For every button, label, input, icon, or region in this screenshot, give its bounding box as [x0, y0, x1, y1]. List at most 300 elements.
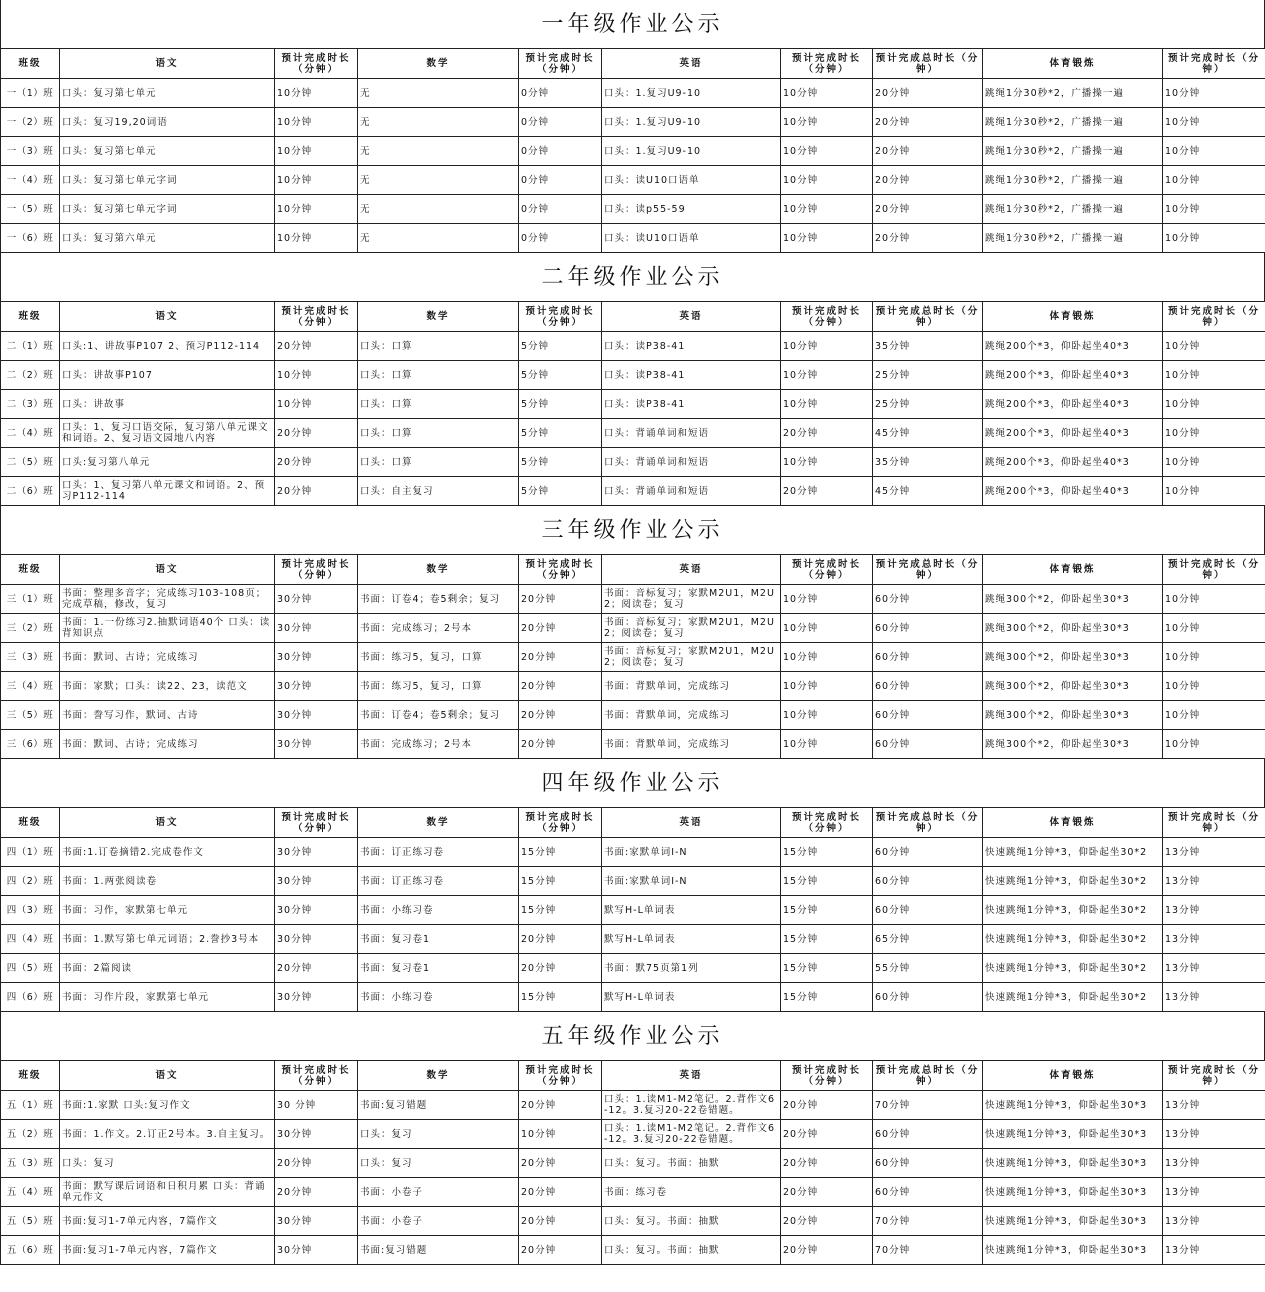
cell-class: 一（2）班	[1, 108, 60, 137]
cell-class: 四（3）班	[1, 896, 60, 925]
cell-math: 书面：订卷4；卷5剩余；复习	[358, 585, 519, 614]
cell-chinese: 口头：复习	[60, 1149, 275, 1178]
cell-english-time: 20分钟	[781, 1091, 873, 1120]
cell-math-time: 10分钟	[519, 1120, 602, 1149]
header-math-time: 预计完成时长（分钟）	[519, 49, 602, 79]
cell-class: 三（1）班	[1, 585, 60, 614]
cell-math: 口头：口算	[358, 448, 519, 477]
header-math-time: 预计完成时长（分钟）	[519, 555, 602, 585]
cell-math-time: 20分钟	[519, 614, 602, 643]
cell-math-time: 5分钟	[519, 419, 602, 448]
cell-pe: 快速跳绳1分钟*3，仰卧起坐30*3	[983, 1236, 1163, 1265]
header-chinese-time: 预计完成时长（分钟）	[275, 555, 358, 585]
cell-english-time: 10分钟	[781, 672, 873, 701]
cell-total-time: 35分钟	[873, 448, 983, 477]
cell-math: 书面：完成练习；2号本	[358, 730, 519, 759]
cell-chinese-time: 10分钟	[275, 195, 358, 224]
cell-chinese-time: 10分钟	[275, 79, 358, 108]
cell-math: 无	[358, 79, 519, 108]
cell-total-time: 70分钟	[873, 1236, 983, 1265]
cell-english-time: 10分钟	[781, 224, 873, 253]
cell-english: 口头：读P38-41	[602, 390, 781, 419]
table-row	[1, 195, 1265, 224]
cell-pe-time: 10分钟	[1163, 585, 1265, 614]
cell-pe: 快速跳绳1分钟*3，仰卧起坐30*3	[983, 1149, 1163, 1178]
cell-pe: 跳绳300个*2，仰卧起坐30*3	[983, 730, 1163, 759]
header-chinese-time: 预计完成时长（分钟）	[275, 302, 358, 332]
header-math: 数学	[358, 49, 519, 79]
cell-pe: 跳绳200个*3，仰卧起坐40*3	[983, 448, 1163, 477]
header-english-time: 预计完成时长（分钟）	[781, 1061, 873, 1091]
cell-english: 口头：1.复习U9-10	[602, 137, 781, 166]
cell-chinese-time: 20分钟	[275, 1149, 358, 1178]
cell-class: 三（3）班	[1, 643, 60, 672]
header-total-time: 预计完成总时长（分钟）	[873, 302, 983, 332]
cell-class: 五（3）班	[1, 1149, 60, 1178]
cell-total-time: 65分钟	[873, 925, 983, 954]
cell-total-time: 60分钟	[873, 701, 983, 730]
homework-table	[0, 807, 1265, 1012]
cell-english: 口头：读P38-41	[602, 332, 781, 361]
cell-chinese-time: 30分钟	[275, 925, 358, 954]
cell-chinese-time: 10分钟	[275, 137, 358, 166]
cell-math-time: 5分钟	[519, 477, 602, 506]
table-row	[1, 361, 1265, 390]
cell-chinese-time: 30分钟	[275, 896, 358, 925]
cell-english: 口头：读P38-41	[602, 361, 781, 390]
cell-english: 书面：音标复习；家默M2U1，M2U2；阅读卷；复习	[602, 643, 781, 672]
header-english-time: 预计完成时长（分钟）	[781, 808, 873, 838]
grade-title: 三年级作业公示	[0, 506, 1265, 554]
cell-total-time: 70分钟	[873, 1207, 983, 1236]
header-pe: 体育锻炼	[983, 49, 1163, 79]
cell-total-time: 45分钟	[873, 419, 983, 448]
cell-english-time: 10分钟	[781, 585, 873, 614]
cell-pe: 跳绳1分30秒*2，广播操一遍	[983, 137, 1163, 166]
cell-class: 四（5）班	[1, 954, 60, 983]
header-english-time: 预计完成时长（分钟）	[781, 555, 873, 585]
cell-english: 口头：复习。书面：抽默	[602, 1149, 781, 1178]
cell-chinese-time: 30分钟	[275, 672, 358, 701]
header-english: 英语	[602, 808, 781, 838]
cell-math: 书面:复习错题	[358, 1236, 519, 1265]
cell-math-time: 20分钟	[519, 1236, 602, 1265]
cell-chinese-time: 30分钟	[275, 643, 358, 672]
table-header-row	[1, 808, 1265, 838]
cell-pe-time: 13分钟	[1163, 983, 1265, 1012]
cell-chinese-time: 30分钟	[275, 1236, 358, 1265]
cell-chinese-time: 30分钟	[275, 585, 358, 614]
cell-chinese: 书面：默词、古诗；完成练习	[60, 730, 275, 759]
cell-chinese: 书面：习作片段，家默第七单元	[60, 983, 275, 1012]
cell-pe-time: 13分钟	[1163, 1149, 1265, 1178]
cell-math: 书面：小练习卷	[358, 983, 519, 1012]
cell-total-time: 20分钟	[873, 108, 983, 137]
table-row	[1, 419, 1265, 448]
cell-pe: 跳绳200个*3，仰卧起坐40*3	[983, 361, 1163, 390]
cell-math: 口头：口算	[358, 332, 519, 361]
cell-chinese: 口头：复习第六单元	[60, 224, 275, 253]
cell-class: 四（6）班	[1, 983, 60, 1012]
cell-math: 无	[358, 224, 519, 253]
table-row	[1, 108, 1265, 137]
table-row	[1, 896, 1265, 925]
cell-math-time: 0分钟	[519, 137, 602, 166]
table-header-row	[1, 1061, 1265, 1091]
cell-pe: 跳绳200个*3，仰卧起坐40*3	[983, 419, 1163, 448]
homework-table	[0, 301, 1265, 506]
header-english: 英语	[602, 49, 781, 79]
cell-pe-time: 10分钟	[1163, 137, 1265, 166]
header-pe: 体育锻炼	[983, 808, 1163, 838]
cell-pe-time: 13分钟	[1163, 1120, 1265, 1149]
cell-class: 四（2）班	[1, 867, 60, 896]
header-class: 班级	[1, 302, 60, 332]
cell-chinese: 书面:复习1-7单元内容，7篇作文	[60, 1236, 275, 1265]
cell-math-time: 0分钟	[519, 108, 602, 137]
cell-english-time: 10分钟	[781, 361, 873, 390]
header-chinese-time: 预计完成时长（分钟）	[275, 1061, 358, 1091]
cell-pe: 跳绳300个*2，仰卧起坐30*3	[983, 585, 1163, 614]
cell-total-time: 60分钟	[873, 1149, 983, 1178]
table-row	[1, 1178, 1265, 1207]
table-row	[1, 1120, 1265, 1149]
table-row	[1, 1091, 1265, 1120]
header-english-time: 预计完成时长（分钟）	[781, 49, 873, 79]
cell-english-time: 10分钟	[781, 332, 873, 361]
cell-english-time: 15分钟	[781, 838, 873, 867]
cell-pe-time: 10分钟	[1163, 195, 1265, 224]
cell-chinese-time: 10分钟	[275, 361, 358, 390]
header-pe-time: 预计完成时长（分钟）	[1163, 49, 1265, 79]
cell-english: 书面：音标复习；家默M2U1，M2U2；阅读卷；复习	[602, 614, 781, 643]
table-row	[1, 730, 1265, 759]
cell-english: 口头：1.读M1-M2笔记。2.背作文6-12。3.复习20-22卷错题。	[602, 1091, 781, 1120]
cell-english-time: 10分钟	[781, 166, 873, 195]
cell-math: 书面：订正练习卷	[358, 838, 519, 867]
cell-english: 默写H-L单词表	[602, 983, 781, 1012]
cell-english: 口头：读U10口语单	[602, 166, 781, 195]
cell-math-time: 20分钟	[519, 701, 602, 730]
cell-english-time: 10分钟	[781, 137, 873, 166]
cell-chinese-time: 30分钟	[275, 614, 358, 643]
cell-math: 无	[358, 137, 519, 166]
cell-math-time: 0分钟	[519, 166, 602, 195]
cell-pe: 快速跳绳1分钟*3，仰卧起坐30*2	[983, 838, 1163, 867]
cell-math-time: 20分钟	[519, 1207, 602, 1236]
cell-english-time: 15分钟	[781, 954, 873, 983]
cell-chinese: 口头：讲故事P107	[60, 361, 275, 390]
table-row	[1, 614, 1265, 643]
cell-total-time: 20分钟	[873, 195, 983, 224]
cell-chinese: 口头：讲故事	[60, 390, 275, 419]
cell-total-time: 55分钟	[873, 954, 983, 983]
cell-english: 书面：背默单词，完成练习	[602, 701, 781, 730]
cell-total-time: 60分钟	[873, 730, 983, 759]
cell-math: 书面：复习卷1	[358, 954, 519, 983]
cell-math-time: 0分钟	[519, 79, 602, 108]
cell-class: 二（4）班	[1, 419, 60, 448]
cell-class: 五（1）班	[1, 1091, 60, 1120]
header-total-time: 预计完成总时长（分钟）	[873, 808, 983, 838]
cell-math: 书面:复习错题	[358, 1091, 519, 1120]
cell-total-time: 60分钟	[873, 643, 983, 672]
cell-chinese: 口头：复习第七单元	[60, 79, 275, 108]
cell-pe-time: 10分钟	[1163, 108, 1265, 137]
table-row	[1, 1236, 1265, 1265]
cell-class: 五（6）班	[1, 1236, 60, 1265]
cell-class: 五（2）班	[1, 1120, 60, 1149]
cell-chinese: 口头：1、复习第八单元课文和词语。2、预习P112-114	[60, 477, 275, 506]
grade-title: 四年级作业公示	[0, 759, 1265, 807]
cell-pe: 快速跳绳1分钟*3，仰卧起坐30*2	[983, 867, 1163, 896]
table-row	[1, 224, 1265, 253]
cell-english: 口头：背诵单词和短语	[602, 419, 781, 448]
cell-chinese: 口头：复习19,20词语	[60, 108, 275, 137]
header-class: 班级	[1, 1061, 60, 1091]
header-english-time: 预计完成时长（分钟）	[781, 302, 873, 332]
cell-pe-time: 13分钟	[1163, 925, 1265, 954]
cell-chinese: 书面：家默；口头：读22、23，读范文	[60, 672, 275, 701]
cell-total-time: 45分钟	[873, 477, 983, 506]
cell-chinese-time: 20分钟	[275, 332, 358, 361]
cell-total-time: 60分钟	[873, 838, 983, 867]
cell-chinese: 书面：2篇阅读	[60, 954, 275, 983]
cell-english: 口头：读U10口语单	[602, 224, 781, 253]
cell-math-time: 15分钟	[519, 896, 602, 925]
cell-pe: 跳绳300个*2，仰卧起坐30*3	[983, 672, 1163, 701]
cell-pe: 跳绳200个*3，仰卧起坐40*3	[983, 332, 1163, 361]
cell-english-time: 20分钟	[781, 477, 873, 506]
header-math: 数学	[358, 1061, 519, 1091]
header-pe-time: 预计完成时长（分钟）	[1163, 808, 1265, 838]
cell-pe: 快速跳绳1分钟*3，仰卧起坐30*2	[983, 896, 1163, 925]
cell-pe: 快速跳绳1分钟*3，仰卧起坐30*2	[983, 954, 1163, 983]
cell-pe: 快速跳绳1分钟*3，仰卧起坐30*3	[983, 1178, 1163, 1207]
header-math-time: 预计完成时长（分钟）	[519, 1061, 602, 1091]
cell-math-time: 20分钟	[519, 672, 602, 701]
table-row	[1, 79, 1265, 108]
cell-chinese: 口头:1、讲故事P107 2、预习P112-114	[60, 332, 275, 361]
table-header-row	[1, 555, 1265, 585]
cell-math-time: 5分钟	[519, 390, 602, 419]
cell-english-time: 20分钟	[781, 1149, 873, 1178]
table-row	[1, 701, 1265, 730]
cell-english: 口头：读p55-59	[602, 195, 781, 224]
cell-chinese: 口头：复习第七单元字词	[60, 166, 275, 195]
cell-math-time: 5分钟	[519, 332, 602, 361]
header-chinese: 语文	[60, 49, 275, 79]
cell-pe-time: 13分钟	[1163, 1236, 1265, 1265]
header-class: 班级	[1, 808, 60, 838]
cell-pe-time: 10分钟	[1163, 643, 1265, 672]
cell-class: 一（4）班	[1, 166, 60, 195]
cell-math: 无	[358, 166, 519, 195]
cell-math: 无	[358, 195, 519, 224]
header-pe: 体育锻炼	[983, 1061, 1163, 1091]
cell-pe-time: 10分钟	[1163, 448, 1265, 477]
cell-english: 口头：背诵单词和短语	[602, 477, 781, 506]
cell-class: 四（4）班	[1, 925, 60, 954]
cell-english: 书面：默75页第1列	[602, 954, 781, 983]
cell-english: 口头：1.复习U9-10	[602, 108, 781, 137]
cell-chinese-time: 20分钟	[275, 477, 358, 506]
header-pe-time: 预计完成时长（分钟）	[1163, 1061, 1265, 1091]
cell-english: 书面:家默单词I-N	[602, 867, 781, 896]
cell-class: 三（2）班	[1, 614, 60, 643]
cell-pe: 快速跳绳1分钟*3，仰卧起坐30*2	[983, 983, 1163, 1012]
cell-class: 三（6）班	[1, 730, 60, 759]
cell-chinese-time: 10分钟	[275, 108, 358, 137]
cell-pe: 跳绳1分30秒*2，广播操一遍	[983, 166, 1163, 195]
cell-chinese-time: 30分钟	[275, 983, 358, 1012]
cell-english: 口头：复习。书面：抽默	[602, 1207, 781, 1236]
cell-english: 口头：1.复习U9-10	[602, 79, 781, 108]
cell-class: 一（3）班	[1, 137, 60, 166]
cell-pe: 快速跳绳1分钟*3，仰卧起坐30*3	[983, 1207, 1163, 1236]
table-row	[1, 585, 1265, 614]
cell-math: 口头：口算	[358, 361, 519, 390]
header-chinese: 语文	[60, 808, 275, 838]
cell-english-time: 10分钟	[781, 701, 873, 730]
cell-math: 口头：复习	[358, 1120, 519, 1149]
homework-table	[0, 48, 1265, 253]
header-math-time: 预计完成时长（分钟）	[519, 808, 602, 838]
header-english: 英语	[602, 302, 781, 332]
cell-math: 无	[358, 108, 519, 137]
cell-math-time: 20分钟	[519, 1149, 602, 1178]
homework-table	[0, 554, 1265, 759]
header-chinese: 语文	[60, 302, 275, 332]
cell-chinese-time: 30分钟	[275, 730, 358, 759]
cell-chinese: 书面：默写课后词语和日积月累 口头：背诵单元作文	[60, 1178, 275, 1207]
header-pe: 体育锻炼	[983, 555, 1163, 585]
cell-english-time: 20分钟	[781, 419, 873, 448]
cell-math: 书面：小卷子	[358, 1178, 519, 1207]
cell-english-time: 20分钟	[781, 1236, 873, 1265]
cell-pe: 跳绳200个*3，仰卧起坐40*3	[983, 390, 1163, 419]
cell-math: 书面：订卷4；卷5剩余；复习	[358, 701, 519, 730]
cell-pe-time: 13分钟	[1163, 896, 1265, 925]
cell-english: 书面：练习卷	[602, 1178, 781, 1207]
cell-chinese-time: 30 分钟	[275, 1091, 358, 1120]
cell-math-time: 20分钟	[519, 730, 602, 759]
cell-chinese: 书面:1.家默 口头:复习作文	[60, 1091, 275, 1120]
cell-pe: 跳绳1分30秒*2，广播操一遍	[983, 108, 1163, 137]
header-math: 数学	[358, 302, 519, 332]
table-row	[1, 867, 1265, 896]
cell-math: 书面：小练习卷	[358, 896, 519, 925]
header-class: 班级	[1, 555, 60, 585]
cell-pe-time: 10分钟	[1163, 419, 1265, 448]
cell-pe-time: 10分钟	[1163, 672, 1265, 701]
header-total-time: 预计完成总时长（分钟）	[873, 49, 983, 79]
cell-english-time: 10分钟	[781, 390, 873, 419]
cell-english-time: 10分钟	[781, 614, 873, 643]
cell-chinese-time: 30分钟	[275, 838, 358, 867]
cell-total-time: 70分钟	[873, 1091, 983, 1120]
cell-math-time: 20分钟	[519, 585, 602, 614]
cell-pe: 快速跳绳1分钟*3，仰卧起坐30*3	[983, 1120, 1163, 1149]
grade-title: 二年级作业公示	[0, 253, 1265, 301]
cell-chinese-time: 30分钟	[275, 1120, 358, 1149]
cell-english: 书面：音标复习；家默M2U1，M2U2；阅读卷；复习	[602, 585, 781, 614]
cell-pe-time: 10分钟	[1163, 166, 1265, 195]
cell-pe-time: 10分钟	[1163, 361, 1265, 390]
cell-class: 二（3）班	[1, 390, 60, 419]
cell-pe: 跳绳1分30秒*2，广播操一遍	[983, 195, 1163, 224]
cell-pe-time: 13分钟	[1163, 867, 1265, 896]
cell-chinese-time: 30分钟	[275, 1207, 358, 1236]
cell-chinese: 口头：1、复习口语交际，复习第八单元课文和词语。2、复习语文园地八内容	[60, 419, 275, 448]
cell-math-time: 20分钟	[519, 1178, 602, 1207]
header-pe-time: 预计完成时长（分钟）	[1163, 555, 1265, 585]
cell-english: 口头：复习。书面：抽默	[602, 1236, 781, 1265]
cell-english-time: 10分钟	[781, 108, 873, 137]
header-english: 英语	[602, 1061, 781, 1091]
header-chinese: 语文	[60, 1061, 275, 1091]
cell-english: 书面：背默单词，完成练习	[602, 672, 781, 701]
header-chinese-time: 预计完成时长（分钟）	[275, 808, 358, 838]
table-row	[1, 983, 1265, 1012]
cell-chinese: 口头:复习第八单元	[60, 448, 275, 477]
cell-chinese: 口头：复习第七单元	[60, 137, 275, 166]
cell-math: 书面：练习5，复习，口算	[358, 672, 519, 701]
table-header-row	[1, 302, 1265, 332]
cell-pe-time: 13分钟	[1163, 1207, 1265, 1236]
cell-class: 五（5）班	[1, 1207, 60, 1236]
cell-math: 书面：练习5，复习，口算	[358, 643, 519, 672]
cell-math-time: 15分钟	[519, 867, 602, 896]
table-row	[1, 954, 1265, 983]
cell-total-time: 60分钟	[873, 867, 983, 896]
cell-pe-time: 10分钟	[1163, 390, 1265, 419]
cell-class: 二（1）班	[1, 332, 60, 361]
table-row	[1, 838, 1265, 867]
table-row	[1, 477, 1265, 506]
cell-class: 四（1）班	[1, 838, 60, 867]
cell-class: 一（1）班	[1, 79, 60, 108]
cell-total-time: 25分钟	[873, 361, 983, 390]
cell-pe-time: 13分钟	[1163, 1091, 1265, 1120]
cell-english-time: 10分钟	[781, 643, 873, 672]
cell-english-time: 20分钟	[781, 1120, 873, 1149]
header-pe-time: 预计完成时长（分钟）	[1163, 302, 1265, 332]
cell-english-time: 10分钟	[781, 730, 873, 759]
cell-english: 口头：背诵单词和短语	[602, 448, 781, 477]
cell-english-time: 10分钟	[781, 448, 873, 477]
table-row	[1, 925, 1265, 954]
cell-math-time: 20分钟	[519, 925, 602, 954]
header-pe: 体育锻炼	[983, 302, 1163, 332]
cell-total-time: 35分钟	[873, 332, 983, 361]
cell-math: 书面：订正练习卷	[358, 867, 519, 896]
cell-english-time: 15分钟	[781, 983, 873, 1012]
cell-chinese-time: 10分钟	[275, 166, 358, 195]
table-row	[1, 1149, 1265, 1178]
table-row	[1, 390, 1265, 419]
cell-pe-time: 13分钟	[1163, 954, 1265, 983]
cell-pe-time: 10分钟	[1163, 332, 1265, 361]
cell-english: 书面：背默单词，完成练习	[602, 730, 781, 759]
cell-pe: 跳绳200个*3，仰卧起坐40*3	[983, 477, 1163, 506]
header-english: 英语	[602, 555, 781, 585]
cell-math: 口头：自主复习	[358, 477, 519, 506]
cell-pe: 快速跳绳1分钟*3，仰卧起坐30*2	[983, 925, 1163, 954]
cell-class: 二（6）班	[1, 477, 60, 506]
cell-math-time: 5分钟	[519, 361, 602, 390]
cell-math: 书面：完成练习；2号本	[358, 614, 519, 643]
